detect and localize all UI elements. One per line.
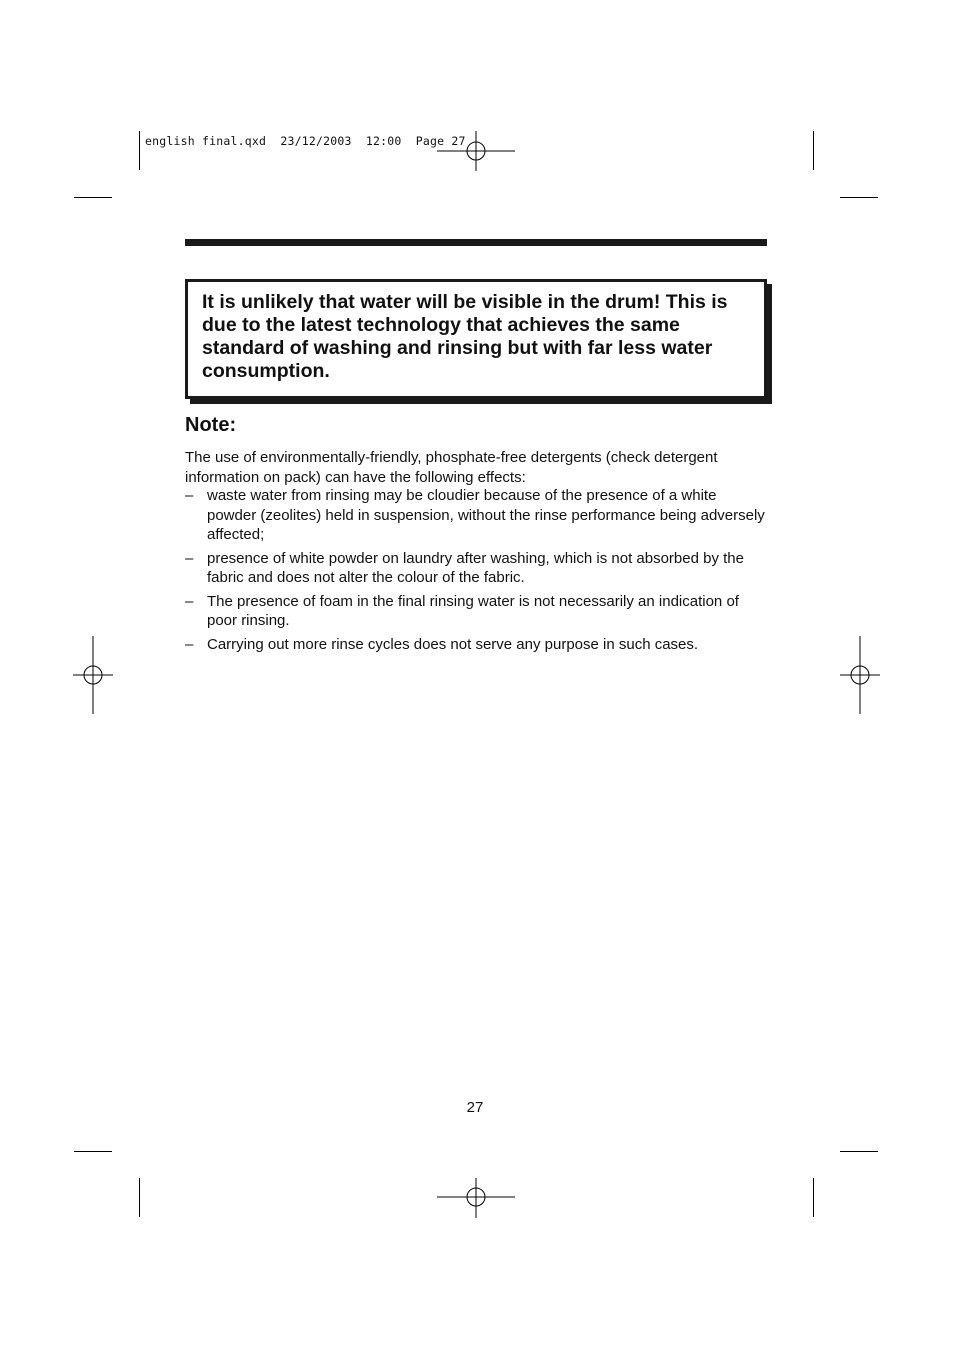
list-item-text: The presence of foam in the final rinsing water is not necessarily an indication of poor rinsing.: [207, 592, 739, 629]
registration-mark-bottom: [437, 1178, 515, 1218]
page-number: 27: [466, 1099, 484, 1116]
registration-mark-top: [437, 131, 515, 171]
list-item: [185, 486, 765, 545]
list-item: [185, 549, 765, 588]
crop-mark-top-left-vertical: [139, 131, 140, 170]
crop-mark-top-right-vertical: [813, 131, 814, 170]
list-item: [185, 592, 765, 631]
top-rule: [185, 239, 767, 246]
callout-text: It is unlikely that water will be visible in the drum! This is due to the latest technology that achieves the same standard of washing and rinsing but with far less water consumption.: [202, 291, 728, 382]
crop-mark-bottom-left-vertical: [139, 1178, 140, 1217]
list-item-text: waste water from rinsing may be cloudier because of the presence of a white powder (zeolites) held in suspension, without the rinse performance being adversely affected;: [207, 487, 765, 543]
crop-mark-bottom-right-horizontal: [840, 1151, 878, 1152]
dash-marker: –: [185, 592, 194, 610]
registration-mark-left: [73, 636, 113, 714]
list-item: [185, 635, 765, 655]
crop-mark-top-left-horizontal: [74, 197, 112, 198]
note-heading: Note:: [185, 414, 237, 436]
printer-slug: english final.qxd 23/12/2003 12:00 Page 27: [145, 134, 466, 148]
crop-mark-bottom-left-horizontal: [74, 1151, 112, 1152]
list-item-text: Carrying out more rinse cycles does not serve any purpose in such cases.: [207, 635, 699, 653]
note-list: [185, 486, 765, 658]
callout-box: [185, 279, 767, 399]
registration-mark-right: [840, 636, 880, 714]
dash-marker: –: [185, 487, 194, 504]
dash-marker: –: [185, 635, 194, 653]
note-intro: The use of environmentally-friendly, phosphate-free detergents (check detergent information on pack) can have the following effects:: [185, 449, 718, 486]
list-item-text: presence of white powder on laundry after washing, which is not absorbed by the fabric and does not alter the colour of the fabric.: [207, 549, 744, 586]
crop-mark-bottom-right-vertical: [813, 1178, 814, 1217]
crop-mark-top-right-horizontal: [840, 197, 878, 198]
dash-marker: –: [185, 549, 194, 567]
